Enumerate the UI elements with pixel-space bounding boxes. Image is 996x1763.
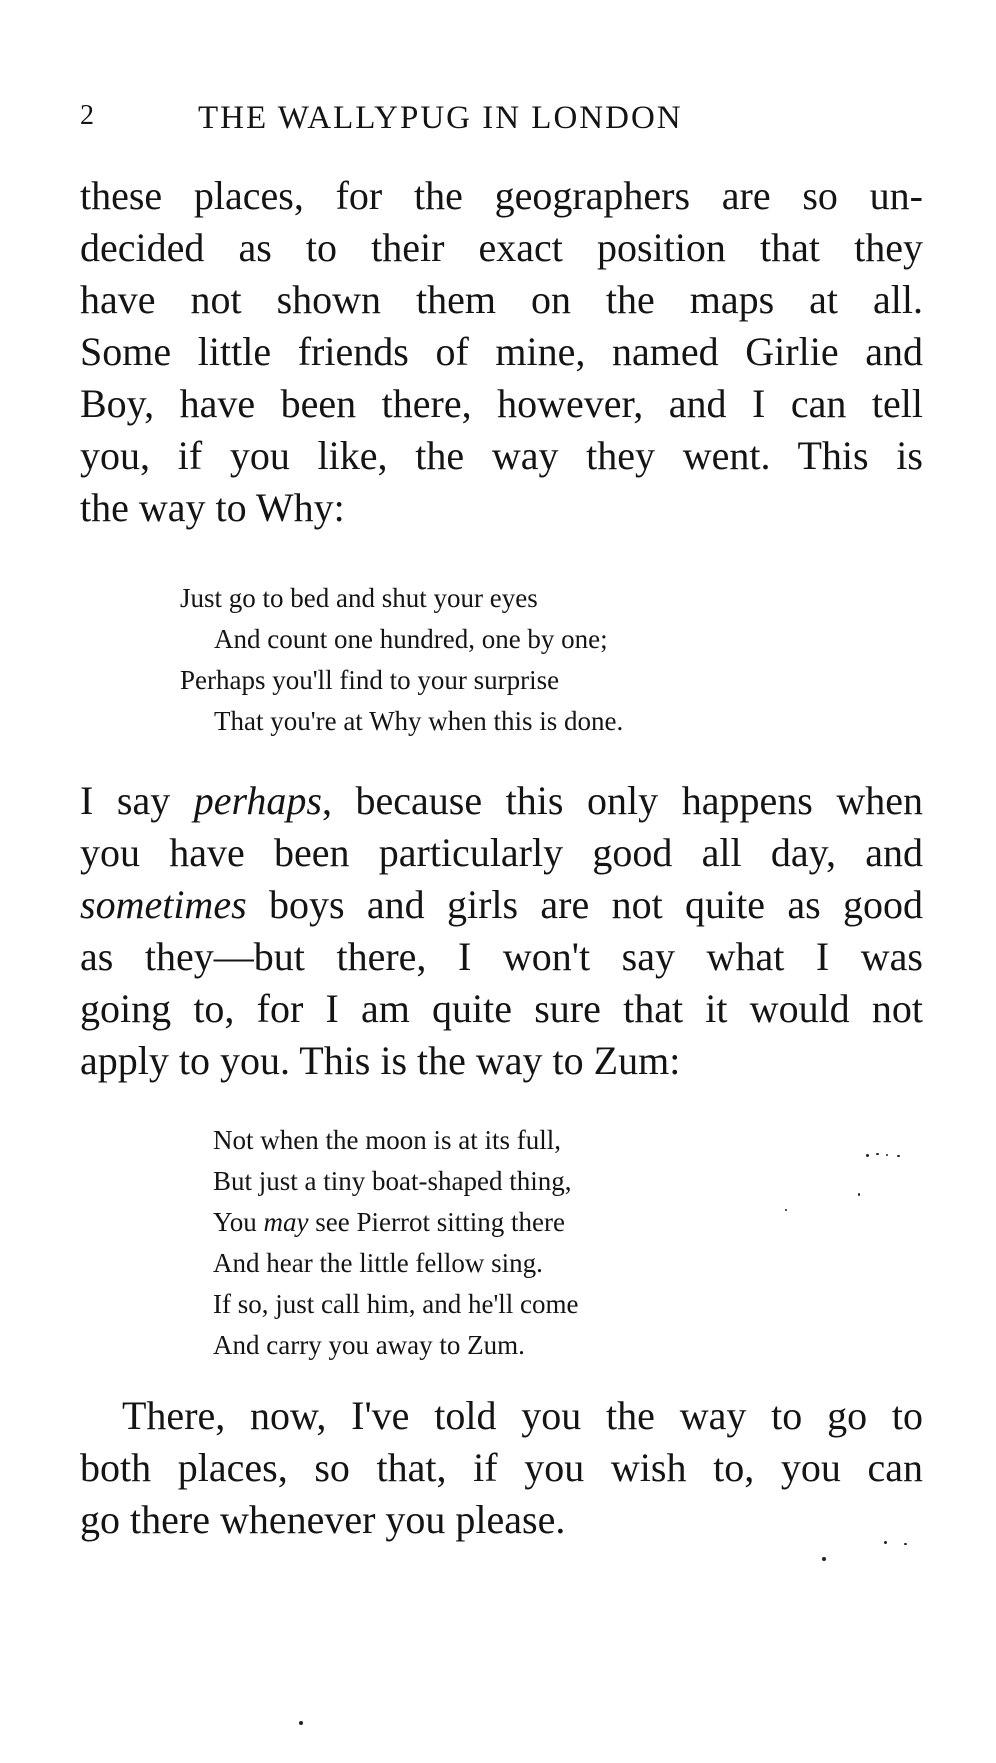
verse-line: If so, just call him, and he'll come [213,1289,579,1319]
text-line: you have been particularly good all day, and [80,830,923,875]
text-line: going to, for I am quite sure that it would not [80,986,923,1031]
text-line: both places, so that, if you wish to, you can [80,1445,923,1490]
print-speck [299,1721,303,1725]
verse-why [180,578,623,742]
paragraph-3 [80,1390,923,1546]
paragraph-2 [80,775,923,1087]
verse-line: That you're at Why when this is done. [214,706,624,736]
print-speck [886,1154,888,1156]
verse-line: And count one hundred, one by one; [214,624,608,654]
text-run: boys and girls are not quite as good [246,882,923,927]
paragraph-1 [80,170,923,534]
running-head [80,100,820,140]
verse-line [213,1202,579,1243]
text-line: Some little friends of mine, named Girlie and [80,329,923,374]
italic-text: sometimes [80,882,247,927]
text-run: see Pierrot sitting there [308,1207,565,1237]
print-speck [884,1541,887,1544]
text-line: Boy, have been there, however, and I can tell [80,381,923,426]
print-speck [904,1543,907,1545]
print-speck [785,1209,787,1211]
text-line [80,775,923,827]
text-line: as they—but there, I won't say what I was [80,934,923,979]
verse-line: And carry you away to Zum. [213,1330,525,1360]
text-line [80,879,923,931]
verse-line: And hear the little fellow sing. [213,1248,543,1278]
text-line: the way to Why: [80,485,345,530]
verse-line: Just go to bed and shut your eyes [180,583,538,613]
verse-zum [213,1120,579,1366]
text-line: these places, for the geographers are so un- [80,173,923,218]
print-speck [866,1154,869,1157]
text-line: you, if you like, the way they went. This is [80,433,923,478]
text-line: apply to you. This is the way to Zum: [80,1038,681,1083]
text-run: , because this only happens when [321,778,924,823]
verse-line: Not when the moon is at its full, [213,1125,561,1155]
text-run: I say [80,778,194,823]
text-run: You [213,1207,264,1237]
print-speck [822,1557,826,1561]
text-line: There, now, I've told you the way to go to [122,1393,923,1438]
page-number: 2 [80,100,96,131]
text-line: have not shown them on the maps at all. [80,277,923,322]
verse-line: But just a tiny boat-shaped thing, [213,1166,572,1196]
print-speck [876,1153,879,1155]
text-line: decided as to their exact position that they [80,225,923,270]
verse-line: Perhaps you'll find to your surprise [180,665,560,695]
print-speck [897,1155,900,1157]
italic-text: may [263,1207,309,1237]
text-line: go there whenever you please. [80,1497,566,1542]
italic-text: perhaps [193,778,322,823]
running-head-title: THE WALLYPUG IN LONDON [198,100,683,136]
print-speck [858,1193,860,1196]
